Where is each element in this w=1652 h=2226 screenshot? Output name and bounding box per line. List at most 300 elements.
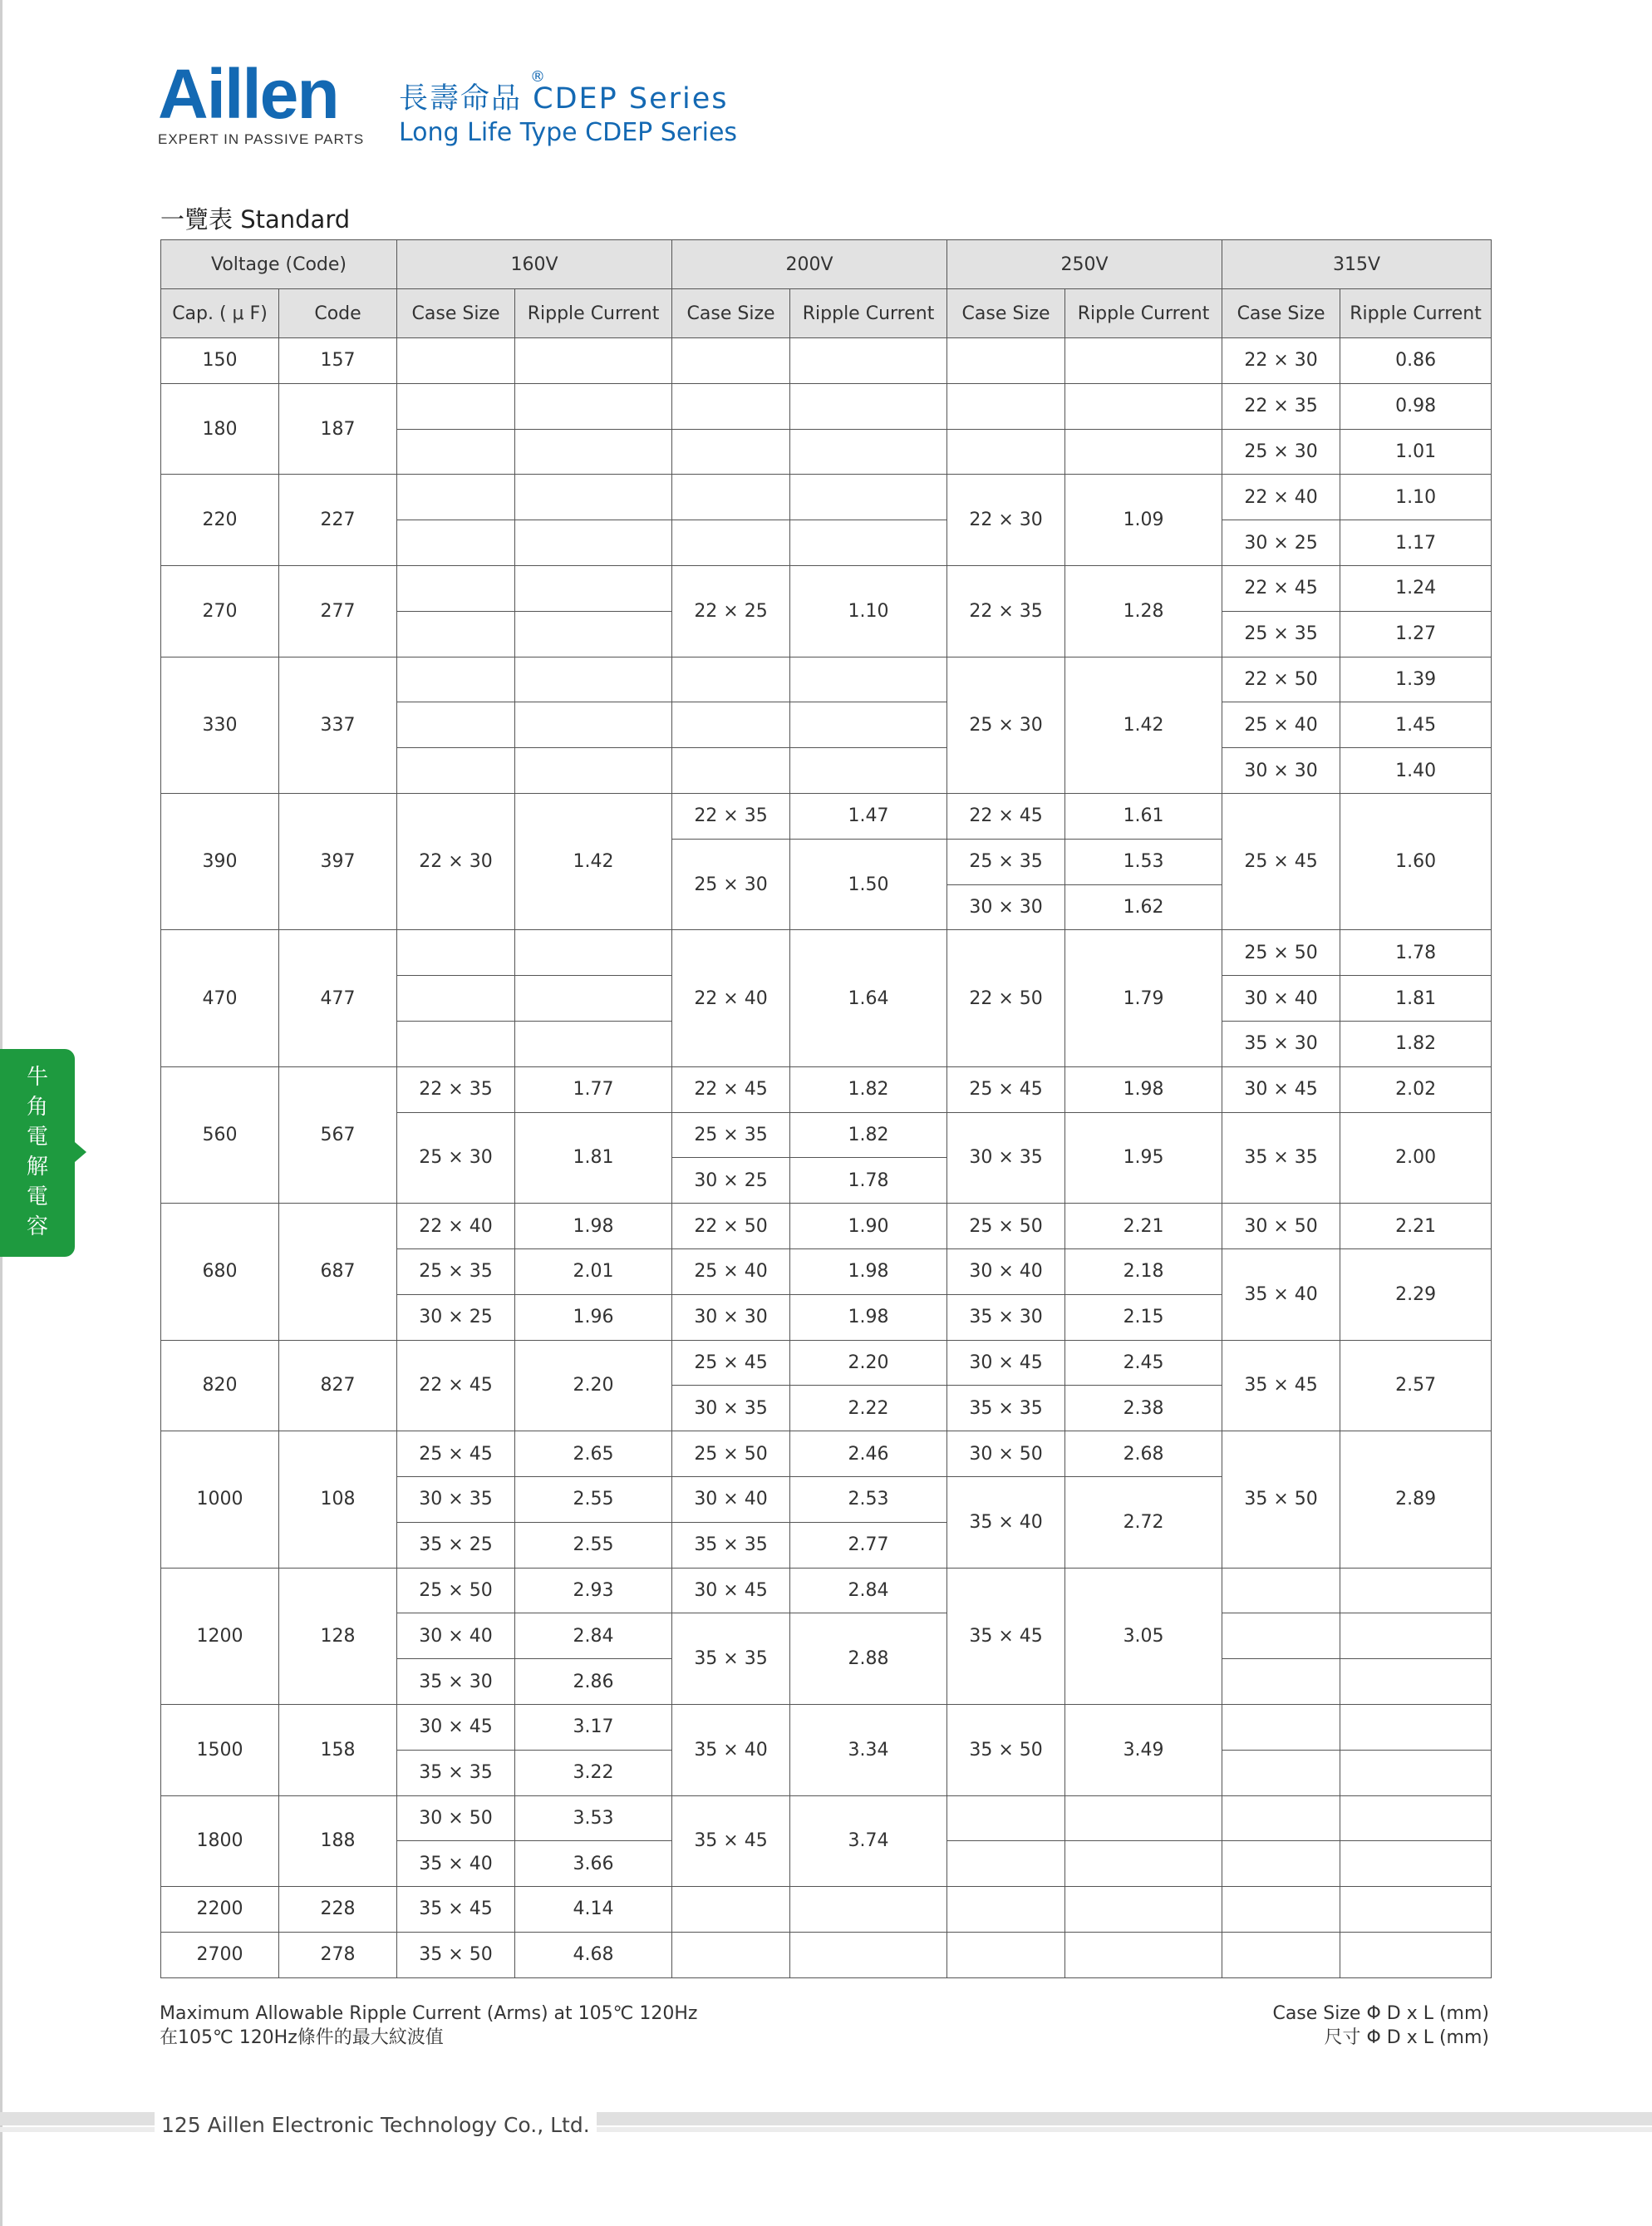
cap-cell: 680 — [161, 1204, 279, 1340]
case-size-cell: 22 × 35 — [672, 793, 790, 839]
ripple-current-cell — [515, 565, 672, 611]
cap-cell: 1500 — [161, 1704, 279, 1795]
ripple-current-cell: 1.96 — [515, 1294, 672, 1340]
ripple-current-cell: 0.98 — [1340, 383, 1492, 429]
ripple-current-cell — [790, 520, 947, 566]
ripple-current-cell: 1.09 — [1065, 475, 1222, 566]
table-row — [161, 657, 1492, 702]
case-size-cell: 25 × 50 — [947, 1204, 1065, 1249]
case-size-cell: 30 × 45 — [947, 1340, 1065, 1386]
cap-cell: 470 — [161, 930, 279, 1066]
case-size-cell: 30 × 25 — [672, 1158, 790, 1204]
header-200v: 200V — [672, 240, 947, 289]
ripple-current-cell: 1.98 — [1065, 1066, 1222, 1112]
case-size-cell — [672, 1887, 790, 1933]
cap-cell: 1000 — [161, 1431, 279, 1568]
case-size-cell — [672, 383, 790, 429]
ripple-current-cell: 2.22 — [790, 1386, 947, 1431]
case-size-cell: 35 × 40 — [397, 1841, 515, 1887]
case-size-cell: 35 × 30 — [397, 1659, 515, 1705]
case-size-cell — [1222, 1750, 1340, 1795]
case-size-cell: 22 × 45 — [947, 793, 1065, 839]
series-title-en: Long Life Type CDEP Series — [399, 118, 738, 147]
ripple-current-cell: 2.65 — [515, 1431, 672, 1477]
table-row — [161, 1704, 1492, 1750]
header-case-size: Case Size — [947, 289, 1065, 338]
ripple-current-cell: 1.98 — [515, 1204, 672, 1249]
header-case-size: Case Size — [672, 289, 790, 338]
ripple-current-cell: 1.98 — [790, 1248, 947, 1294]
ripple-current-cell: 1.78 — [790, 1158, 947, 1204]
ripple-current-cell — [515, 475, 672, 520]
header-ripple-current: Ripple Current — [1340, 289, 1492, 338]
ripple-current-cell: 2.68 — [1065, 1431, 1222, 1477]
case-size-cell: 35 × 45 — [1222, 1340, 1340, 1431]
case-size-cell — [397, 383, 515, 429]
case-size-cell — [672, 657, 790, 702]
case-size-cell — [397, 702, 515, 748]
case-size-cell: 35 × 45 — [947, 1568, 1065, 1704]
brand-tagline: EXPERT IN PASSIVE PARTS — [158, 131, 365, 147]
case-size-cell — [397, 429, 515, 475]
case-size-cell: 30 × 35 — [947, 1112, 1065, 1204]
header-ripple-current: Ripple Current — [1065, 289, 1222, 338]
ripple-current-cell: 1.95 — [1065, 1112, 1222, 1204]
table-row — [161, 565, 1492, 611]
case-size-cell: 35 × 30 — [1222, 1021, 1340, 1066]
case-size-cell — [1222, 1704, 1340, 1750]
case-size-cell — [1222, 1841, 1340, 1887]
case-size-cell: 22 × 40 — [672, 930, 790, 1066]
case-size-cell: 30 × 25 — [397, 1294, 515, 1340]
ripple-current-cell — [790, 702, 947, 748]
ripple-current-cell: 2.46 — [790, 1431, 947, 1477]
case-size-cell: 22 × 25 — [672, 565, 790, 657]
ripple-current-cell — [1065, 338, 1222, 384]
ripple-current-cell: 1.98 — [790, 1294, 947, 1340]
case-size-cell — [1222, 1932, 1340, 1977]
header-250v: 250V — [947, 240, 1222, 289]
cap-cell: 390 — [161, 793, 279, 929]
case-size-cell: 22 × 50 — [1222, 657, 1340, 702]
case-size-cell: 35 × 50 — [397, 1932, 515, 1977]
table-row — [161, 383, 1492, 429]
ripple-current-cell: 3.05 — [1065, 1568, 1222, 1704]
ripple-current-cell: 1.60 — [1340, 793, 1492, 929]
ripple-current-cell — [515, 338, 672, 384]
case-size-cell: 35 × 40 — [1222, 1248, 1340, 1340]
code-cell: 228 — [279, 1887, 397, 1933]
side-tab-char: 解 — [26, 1155, 48, 1179]
case-size-cell: 35 × 50 — [1222, 1431, 1340, 1568]
case-size-cell: 25 × 40 — [672, 1248, 790, 1294]
case-size-cell: 35 × 25 — [397, 1522, 515, 1568]
ripple-current-cell: 3.49 — [1065, 1704, 1222, 1795]
case-size-cell: 22 × 35 — [947, 565, 1065, 657]
footer-text — [155, 2112, 597, 2139]
case-size-cell: 25 × 50 — [397, 1568, 515, 1613]
case-size-cell: 25 × 45 — [947, 1066, 1065, 1112]
case-size-cell — [1222, 1795, 1340, 1841]
ripple-note-en: Maximum Allowable Ripple Current (Arms) at 105℃ 120Hz — [160, 2003, 698, 2024]
series-heading — [399, 81, 737, 149]
case-size-cell — [1222, 1659, 1340, 1705]
case-size-cell — [947, 1841, 1065, 1887]
header-code: Code — [279, 289, 397, 338]
table-row — [161, 1887, 1492, 1933]
ripple-current-cell — [1340, 1568, 1492, 1613]
ripple-current-cell: 1.79 — [1065, 930, 1222, 1066]
case-size-cell: 25 × 35 — [397, 1248, 515, 1294]
ripple-current-cell: 2.15 — [1065, 1294, 1222, 1340]
ripple-current-cell: 2.77 — [790, 1522, 947, 1568]
brand-logo — [158, 55, 545, 148]
ripple-current-cell: 1.24 — [1340, 565, 1492, 611]
ripple-note — [160, 2002, 697, 2050]
case-size-cell: 25 × 45 — [397, 1431, 515, 1477]
table-header — [161, 240, 1492, 338]
case-size-cell: 25 × 35 — [1222, 611, 1340, 657]
ripple-current-cell — [515, 657, 672, 702]
table-row — [161, 1795, 1492, 1841]
case-size-cell — [947, 1795, 1065, 1841]
header-voltage-code: Voltage (Code) — [161, 240, 397, 289]
ripple-current-cell — [1340, 1659, 1492, 1705]
case-size-cell — [672, 1932, 790, 1977]
ripple-current-cell — [515, 1021, 672, 1066]
case-size-cell: 30 × 35 — [397, 1476, 515, 1522]
case-size-cell — [672, 429, 790, 475]
ripple-current-cell: 2.29 — [1340, 1248, 1492, 1340]
cap-cell: 1200 — [161, 1568, 279, 1704]
ripple-current-cell: 2.21 — [1065, 1204, 1222, 1249]
table-row — [161, 1568, 1492, 1613]
ripple-current-cell — [1065, 383, 1222, 429]
registered-mark: ® — [530, 68, 545, 86]
table-body — [161, 338, 1492, 1978]
ripple-current-cell: 3.74 — [790, 1795, 947, 1887]
company-name: Aillen Electronic Technology Co., Ltd. — [207, 2113, 590, 2137]
case-size-cell: 22 × 45 — [672, 1066, 790, 1112]
ripple-current-cell — [1065, 429, 1222, 475]
case-size-cell: 35 × 45 — [397, 1887, 515, 1933]
table-row — [161, 475, 1492, 520]
ripple-current-cell — [790, 657, 947, 702]
ripple-current-cell: 2.88 — [790, 1613, 947, 1705]
cap-cell: 820 — [161, 1340, 279, 1431]
case-size-cell — [947, 1932, 1065, 1977]
case-size-cell — [397, 976, 515, 1022]
cap-cell: 150 — [161, 338, 279, 384]
code-cell: 227 — [279, 475, 397, 566]
case-size-cell — [672, 702, 790, 748]
ripple-current-cell: 1.39 — [1340, 657, 1492, 702]
case-size-cell — [947, 383, 1065, 429]
cap-cell: 180 — [161, 383, 279, 475]
table-row — [161, 1204, 1492, 1249]
case-size-cell: 25 × 50 — [1222, 930, 1340, 976]
cap-cell: 330 — [161, 657, 279, 793]
ripple-current-cell: 2.55 — [515, 1476, 672, 1522]
brand-name: Aillen — [158, 55, 338, 133]
header-case-size: Case Size — [397, 289, 515, 338]
code-cell: 158 — [279, 1704, 397, 1795]
category-side-tab — [0, 1049, 75, 1257]
table-row — [161, 1932, 1492, 1977]
case-size-cell: 22 × 45 — [397, 1340, 515, 1431]
case-size-cell: 30 × 50 — [947, 1431, 1065, 1477]
case-size-cell — [397, 565, 515, 611]
table-row — [161, 1066, 1492, 1112]
ripple-current-cell: 0.86 — [1340, 338, 1492, 384]
case-size-cell — [397, 611, 515, 657]
ripple-current-cell — [515, 748, 672, 794]
ripple-current-cell: 1.40 — [1340, 748, 1492, 794]
code-cell: 278 — [279, 1932, 397, 1977]
case-size-cell: 30 × 25 — [1222, 520, 1340, 566]
case-size-cell: 22 × 30 — [397, 793, 515, 929]
case-size-cell: 22 × 40 — [1222, 475, 1340, 520]
ripple-current-cell — [1340, 1613, 1492, 1659]
ripple-current-cell — [790, 429, 947, 475]
ripple-current-cell — [790, 1932, 947, 1977]
case-size-cell: 35 × 35 — [1222, 1112, 1340, 1204]
ripple-current-cell: 1.82 — [790, 1066, 947, 1112]
ripple-current-cell — [1065, 1887, 1222, 1933]
case-size-cell: 30 × 40 — [397, 1613, 515, 1659]
ripple-current-cell: 2.20 — [790, 1340, 947, 1386]
ripple-current-cell — [790, 1887, 947, 1933]
ripple-current-cell: 1.82 — [1340, 1021, 1492, 1066]
ripple-current-cell: 3.53 — [515, 1795, 672, 1841]
case-size-cell — [947, 338, 1065, 384]
table-row — [161, 1431, 1492, 1477]
ripple-current-cell: 2.86 — [515, 1659, 672, 1705]
ripple-current-cell: 2.84 — [790, 1568, 947, 1613]
ripple-current-cell: 1.17 — [1340, 520, 1492, 566]
side-tab-char: 角 — [26, 1095, 48, 1120]
ripple-current-cell — [515, 429, 672, 475]
case-size-cell: 25 × 35 — [947, 839, 1065, 884]
ripple-current-cell: 3.22 — [515, 1750, 672, 1795]
case-size-note-en: Case Size Φ D x L (mm) — [1272, 2003, 1489, 2024]
ripple-current-cell: 2.01 — [515, 1248, 672, 1294]
ripple-current-cell: 1.10 — [1340, 475, 1492, 520]
ripple-current-cell — [790, 475, 947, 520]
ripple-current-cell: 2.55 — [515, 1522, 672, 1568]
case-size-cell: 25 × 45 — [672, 1340, 790, 1386]
ripple-current-cell: 1.81 — [1340, 976, 1492, 1022]
ripple-current-cell: 2.45 — [1065, 1340, 1222, 1386]
case-size-cell: 25 × 30 — [1222, 429, 1340, 475]
ripple-current-cell: 1.90 — [790, 1204, 947, 1249]
ripple-current-cell: 2.84 — [515, 1613, 672, 1659]
case-size-cell — [672, 748, 790, 794]
table-row — [161, 930, 1492, 976]
ripple-current-cell: 1.42 — [515, 793, 672, 929]
ripple-current-cell: 1.62 — [1065, 884, 1222, 930]
side-tab-char: 容 — [26, 1214, 48, 1239]
case-size-cell: 30 × 45 — [1222, 1066, 1340, 1112]
ripple-current-cell — [1340, 1932, 1492, 1977]
case-size-cell: 35 × 35 — [397, 1750, 515, 1795]
case-size-cell: 22 × 50 — [947, 930, 1065, 1066]
case-size-cell: 35 × 40 — [672, 1704, 790, 1795]
header-ripple-current: Ripple Current — [515, 289, 672, 338]
ripple-current-cell: 3.34 — [790, 1704, 947, 1795]
ripple-current-cell: 2.89 — [1340, 1431, 1492, 1568]
code-cell: 157 — [279, 338, 397, 384]
ripple-current-cell: 1.01 — [1340, 429, 1492, 475]
ripple-current-cell: 2.21 — [1340, 1204, 1492, 1249]
ripple-current-cell — [1065, 1841, 1222, 1887]
code-cell: 687 — [279, 1204, 397, 1340]
ripple-current-cell — [1065, 1795, 1222, 1841]
case-size-cell: 25 × 30 — [672, 839, 790, 930]
ripple-current-cell: 1.50 — [790, 839, 947, 930]
case-size-cell: 22 × 45 — [1222, 565, 1340, 611]
case-size-cell: 25 × 50 — [672, 1431, 790, 1477]
ripple-current-cell — [515, 702, 672, 748]
ripple-current-cell: 1.81 — [515, 1112, 672, 1204]
ripple-current-cell — [515, 611, 672, 657]
ripple-current-cell — [1340, 1887, 1492, 1933]
case-size-cell: 35 × 35 — [672, 1522, 790, 1568]
case-size-cell — [397, 930, 515, 976]
cap-cell: 220 — [161, 475, 279, 566]
ripple-current-cell: 1.28 — [1065, 565, 1222, 657]
case-size-cell — [947, 429, 1065, 475]
code-cell: 128 — [279, 1568, 397, 1704]
ripple-current-cell — [515, 930, 672, 976]
case-size-cell: 35 × 35 — [672, 1613, 790, 1705]
case-size-cell — [672, 338, 790, 384]
ripple-current-cell: 1.78 — [1340, 930, 1492, 976]
code-cell: 397 — [279, 793, 397, 929]
side-tab-arrow — [75, 1142, 86, 1162]
code-cell: 477 — [279, 930, 397, 1066]
ripple-current-cell: 1.77 — [515, 1066, 672, 1112]
case-size-cell: 35 × 50 — [947, 1704, 1065, 1795]
ripple-current-cell: 2.57 — [1340, 1340, 1492, 1431]
case-size-cell — [397, 657, 515, 702]
case-size-cell: 25 × 35 — [672, 1112, 790, 1158]
case-size-cell: 22 × 30 — [1222, 338, 1340, 384]
ripple-current-cell: 1.10 — [790, 565, 947, 657]
header-315v: 315V — [1222, 240, 1492, 289]
side-tab-char: 電 — [26, 1184, 48, 1209]
case-size-cell — [397, 748, 515, 794]
case-size-cell: 35 × 40 — [947, 1476, 1065, 1568]
ripple-current-cell — [1340, 1795, 1492, 1841]
cap-cell: 1800 — [161, 1795, 279, 1887]
case-size-cell: 22 × 35 — [1222, 383, 1340, 429]
ripple-current-cell: 2.93 — [515, 1568, 672, 1613]
case-size-cell: 25 × 30 — [397, 1112, 515, 1204]
case-size-cell: 30 × 30 — [947, 884, 1065, 930]
code-cell: 108 — [279, 1431, 397, 1568]
header-row-voltage — [161, 240, 1492, 289]
case-size-note — [1272, 2002, 1489, 2050]
code-cell: 567 — [279, 1066, 397, 1203]
case-size-cell: 35 × 30 — [947, 1294, 1065, 1340]
standard-ratings-table — [160, 239, 1492, 1978]
case-size-cell: 30 × 30 — [1222, 748, 1340, 794]
side-tab-char: 電 — [26, 1125, 48, 1150]
case-size-cell: 30 × 45 — [397, 1704, 515, 1750]
ripple-current-cell — [515, 520, 672, 566]
series-title-zh: 長壽命品 CDEP Series — [399, 82, 729, 116]
code-cell: 188 — [279, 1795, 397, 1887]
ripple-current-cell: 3.66 — [515, 1841, 672, 1887]
code-cell: 277 — [279, 565, 397, 657]
case-size-cell: 25 × 45 — [1222, 793, 1340, 929]
case-size-cell — [397, 475, 515, 520]
ripple-current-cell: 3.17 — [515, 1704, 672, 1750]
cap-cell: 270 — [161, 565, 279, 657]
case-size-cell: 30 × 50 — [1222, 1204, 1340, 1249]
ripple-current-cell — [515, 976, 672, 1022]
ripple-current-cell: 2.72 — [1065, 1476, 1222, 1568]
cap-cell: 2200 — [161, 1887, 279, 1933]
page-number: 125 — [161, 2113, 201, 2137]
ripple-current-cell: 1.82 — [790, 1112, 947, 1158]
ripple-current-cell: 1.27 — [1340, 611, 1492, 657]
case-size-cell — [1222, 1887, 1340, 1933]
code-cell: 187 — [279, 383, 397, 475]
case-size-cell — [947, 1887, 1065, 1933]
ripple-current-cell: 1.45 — [1340, 702, 1492, 748]
ripple-current-cell — [1340, 1704, 1492, 1750]
side-tab-char: 牛 — [26, 1065, 48, 1090]
case-size-cell: 30 × 40 — [1222, 976, 1340, 1022]
cap-cell: 2700 — [161, 1932, 279, 1977]
header-ripple-current: Ripple Current — [790, 289, 947, 338]
ripple-current-cell — [790, 338, 947, 384]
case-size-cell — [397, 338, 515, 384]
case-size-cell: 30 × 50 — [397, 1795, 515, 1841]
header-row-columns — [161, 289, 1492, 338]
ripple-current-cell: 1.47 — [790, 793, 947, 839]
ripple-current-cell — [1340, 1841, 1492, 1887]
table-row — [161, 338, 1492, 384]
header-case-size: Case Size — [1222, 289, 1340, 338]
table-row — [161, 793, 1492, 839]
table-row — [161, 1340, 1492, 1386]
case-size-cell: 30 × 35 — [672, 1386, 790, 1431]
case-size-cell: 30 × 40 — [672, 1476, 790, 1522]
ripple-current-cell: 2.00 — [1340, 1112, 1492, 1204]
case-size-cell — [397, 520, 515, 566]
ripple-current-cell: 2.38 — [1065, 1386, 1222, 1431]
case-size-cell: 22 × 50 — [672, 1204, 790, 1249]
case-size-cell: 25 × 40 — [1222, 702, 1340, 748]
header-cap: Cap. ( μ F) — [161, 289, 279, 338]
case-size-cell: 22 × 35 — [397, 1066, 515, 1112]
case-size-cell: 22 × 40 — [397, 1204, 515, 1249]
ripple-current-cell — [1340, 1750, 1492, 1795]
case-size-cell — [672, 475, 790, 520]
case-size-cell: 35 × 45 — [672, 1795, 790, 1887]
ripple-current-cell: 2.53 — [790, 1476, 947, 1522]
ripple-current-cell: 1.42 — [1065, 657, 1222, 793]
case-size-note-zh: 尺寸 Φ D x L (mm) — [1324, 2027, 1489, 2048]
code-cell: 337 — [279, 657, 397, 793]
ripple-current-cell — [515, 383, 672, 429]
ripple-current-cell — [1065, 1932, 1222, 1977]
ripple-current-cell: 4.14 — [515, 1887, 672, 1933]
case-size-cell — [1222, 1613, 1340, 1659]
